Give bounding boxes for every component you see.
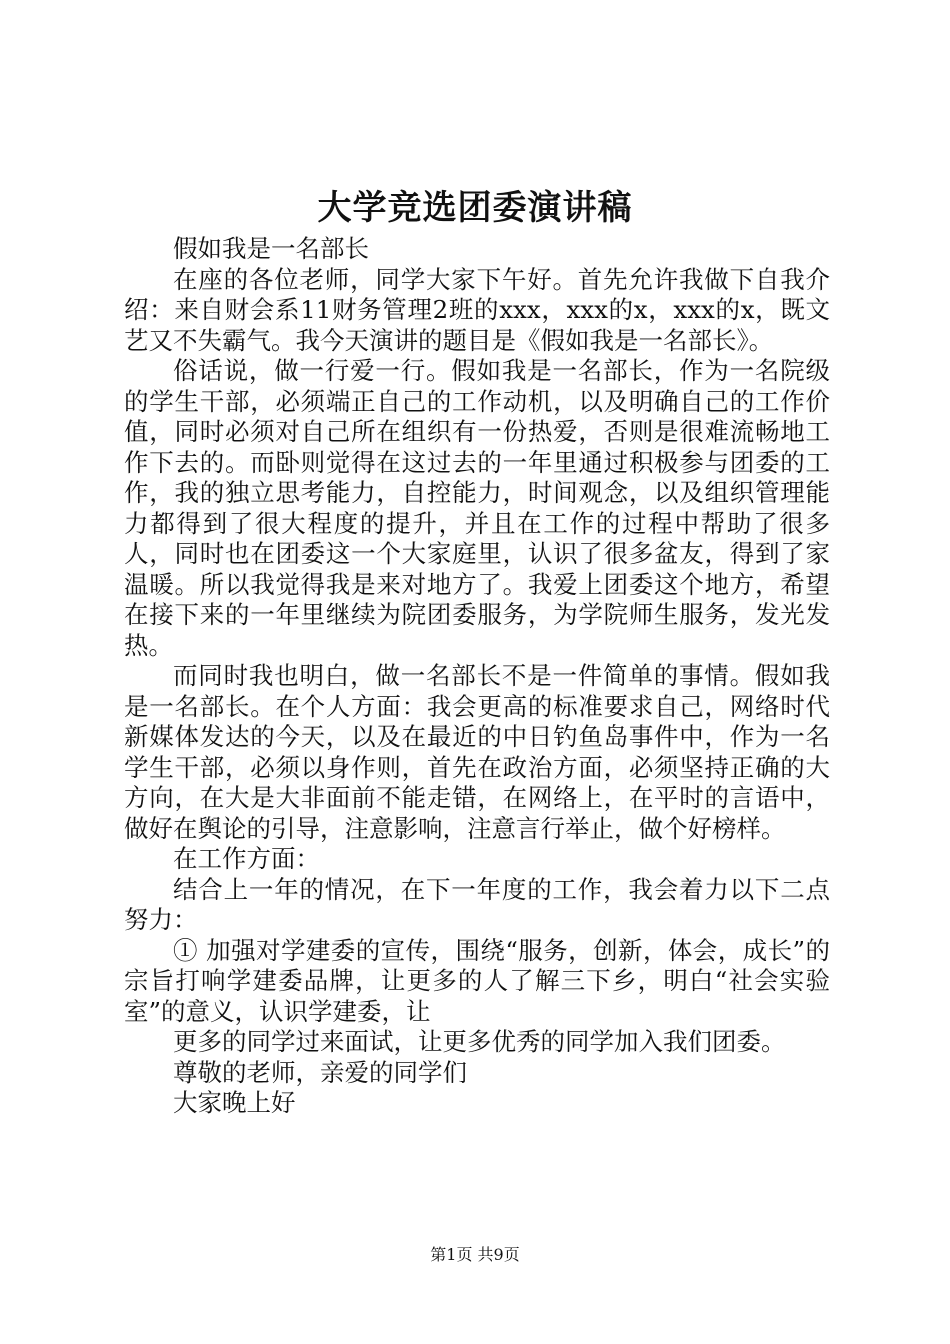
document-body xyxy=(124,234,830,1119)
paragraph-motivation: 俗话说，做一行爱一行。假如我是一名部长，作为一名院级的学生干部，必须端正自己的工作动机，以及明确自己的工作价值，同时必须对自己所在组织有一份热爱，否则是很难流畅地工作下去的。而卧则觉得在这过去的一年里通过积极参与团委的工作，我的独立思考能力，自控能力，时间观念，以及组织管理能力都得到了很大程度的提升，并且在工作的过程中帮助了很多人，同时也在团委这一个大家庭里，认识了很多盆友，得到了家温暖。所以我觉得我是来对地方了。我爱上团委这个地方，希望在接下来的一年里继续为院团委服务，为学院师生服务，发光发热。 xyxy=(124,356,830,660)
paragraph-personal-aspect: 而同时我也明白，做一名部长不是一件简单的事情。假如我是一名部长。在个人方面：我会更高的标准要求自己，网络时代新媒体发达的今天，以及在最近的中日钓鱼岛事件中，作为一名学生干部，必须以身作则，首先在政治方面，必须坚持正确的大方向，在大是大非面前不能走错，在网络上，在平时的言语中，做好在舆论的引导，注意影响，注意言行举止，做个好榜样。 xyxy=(124,661,830,843)
page-number-footer: 第1页 共9页 xyxy=(430,1245,520,1264)
paragraph-evening-greeting: 大家晚上好 xyxy=(173,1088,296,1117)
paragraph-greeting: 尊敬的老师，亲爱的同学们 xyxy=(173,1057,467,1087)
paragraph-work-plan-item-1: ① 加强对学建委的宣传，围绕“服务，创新，体会，成长”的宗旨打响学建委品牌，让更多的人了解三下乡，明白“社会实验室”的意义，认识学建委，让 xyxy=(124,935,830,1026)
document-title: 大学竞选团委演讲稿 xyxy=(317,188,633,228)
paragraph-work-plan-continued: 更多的同学过来面试，让更多优秀的同学加入我们团委。 xyxy=(173,1027,786,1056)
paragraph-work-aspect-heading: 在工作方面： xyxy=(173,844,320,873)
paragraph-introduction: 在座的各位老师，同学大家下午好。首先允许我做下自我介绍：来自财会系11财务管理2班的xxx，xxx的x，xxx的x，既文艺又不失霸气。我今天演讲的题目是《假如我是一名部长》。 xyxy=(124,264,830,355)
paragraph-work-plan-intro: 结合上一年的情况，在下一年度的工作，我会着力以下二点努力： xyxy=(124,874,830,934)
paragraph-subtitle: 假如我是一名部长 xyxy=(173,234,369,263)
